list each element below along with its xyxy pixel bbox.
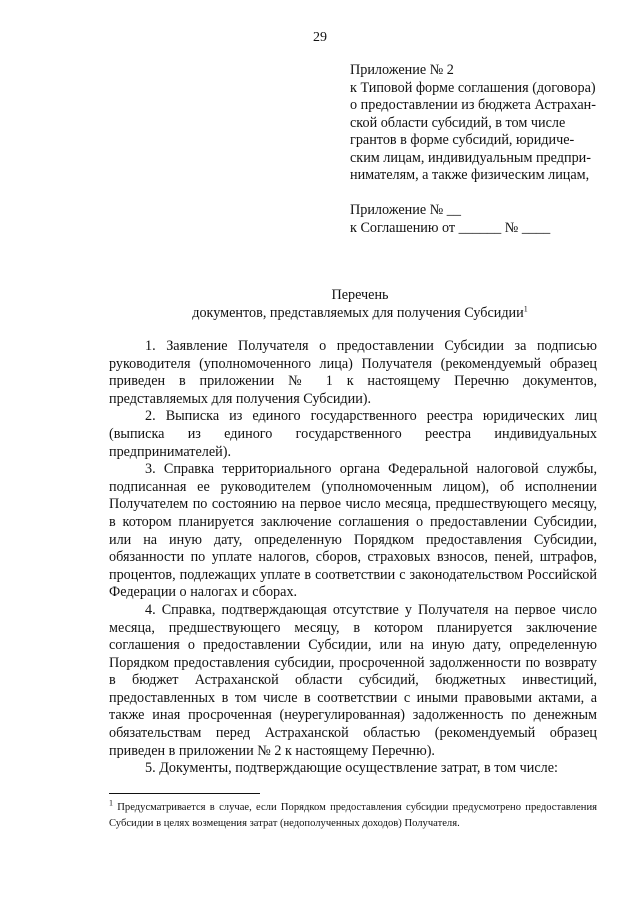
list-item: 1. Заявление Получателя о предоставлении Субсидии за подписью руководителя (уполномоченного лица) Получателя (рекомендуемый образец приведен в приложении № 1 к настоящему Перечню документов, представляемых для получения Субсидии). <box>109 338 597 407</box>
agreement-annex-reference: к Соглашению от ______ № ____ <box>350 219 551 236</box>
list-item: 2. Выписка из единого государственного реестра юридических лиц (выписка из единого государственного реестра индивидуальных предпринимателей). <box>109 408 597 460</box>
agreement-annex-heading <box>350 202 602 237</box>
annex-line: к Типовой форме соглашения (договора) <box>350 79 596 96</box>
footnote-text: Предусматривается в случае, если Порядком предоставления субсидии предусмотрено предоставления Субсидии в целях возмещения затрат (недополученных доходов) Получателя. <box>109 802 597 829</box>
footnote-divider <box>109 793 260 794</box>
title-line-2 <box>0 305 640 323</box>
title-line-1: Перечень <box>331 287 389 303</box>
list-item: 4. Справка, подтверждающая отсутствие у Получателя на первое число месяца, предшествующего месяцу, в котором планируется заключение соглашения о предоставлении Субсидии, или на иную дату, определенную Порядком предоставления субсидии, просроченной задолженности по возврату в бюджет Астраханской области субсидий, бюджетных инвестиций, предоставленных в том числе в соответствии с иными правовыми актами, а также иная просроченная (неурегулированная) задолженность по денежным обязательствам перед Астраханской областью (рекомендуемый образец приведен в приложении № 2 к настоящему Перечню). <box>109 601 597 759</box>
annex-line: нимателям, а также физическим лицам, <box>350 167 590 183</box>
footnote-mark: 1 <box>109 798 113 808</box>
annex-heading <box>350 62 602 185</box>
footnote <box>109 800 597 831</box>
list-item: 3. Справка территориального органа Федеральной налоговой службы, подписанная ее руководителем (уполномоченным лицом), об исполнении Получателем по состоянию на первое число месяца, предшествующего месяцу, в котором планируется заключение соглашения о предоставлении Субсидии, или на иную дату, определенную Порядком предоставления Субсидии, обязанности по уплате налогов, сборов, страховых взносов, пеней, штрафов, процентов, подлежащих уплате в соответствии с законодательством Российской Федерации о налогах и сборах. <box>109 461 597 601</box>
annex-line: Приложение № 2 <box>350 62 454 78</box>
agreement-annex-number: Приложение № __ <box>350 202 461 218</box>
annex-line: о предоставлении из бюджета Астрахан- <box>350 97 596 113</box>
annex-line: грантов в форме субсидий, юридиче- <box>350 132 575 148</box>
list-item: 5. Документы, подтверждающие осуществление затрат, в том числе: <box>145 760 558 777</box>
annex-line: ским лицам, индивидуальным предпри- <box>350 149 591 166</box>
title-footnote-mark: 1 <box>523 303 528 313</box>
title-line-2-text: документов, представляемых для получения Субсидии <box>192 304 524 321</box>
documents-list <box>109 338 597 778</box>
page-number: 29 <box>313 30 327 45</box>
annex-line: ской области субсидий, в том числе <box>350 114 566 131</box>
document-title <box>0 287 640 322</box>
